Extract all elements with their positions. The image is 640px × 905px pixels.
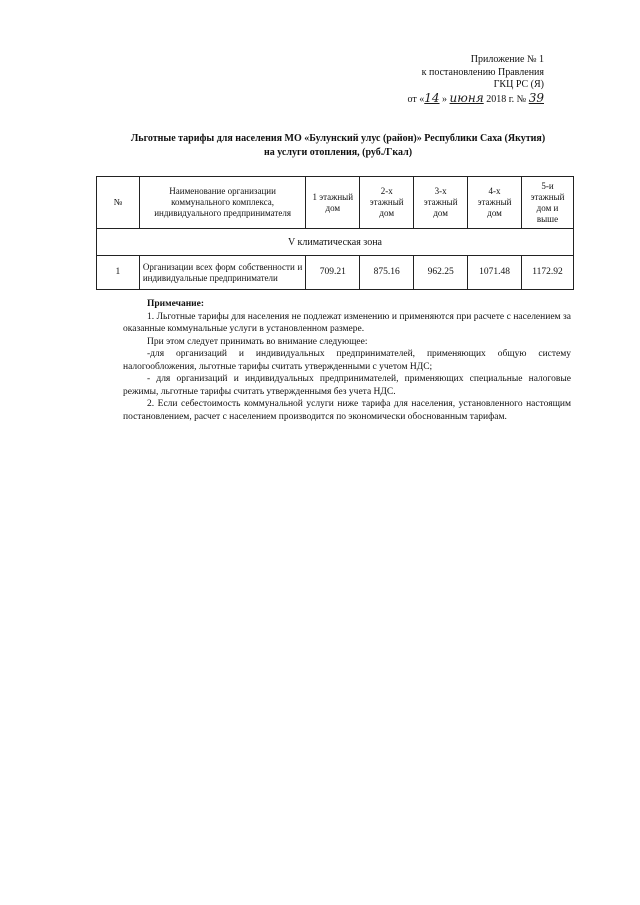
date-prefix: от « [407,93,425,105]
header-2-floor: 2-х этажный дом [360,177,414,229]
header-5-floor: 5-и этажный дом и выше [522,177,574,229]
cell-3-floor: 962.25 [414,256,468,290]
title-line-2: на услуги отопления, (руб./Гкал) [263,147,413,158]
header-3-floor: 3-х этажный дом [414,177,468,229]
note-paragraph-4: - для организаций и индивидуальных предпринимателей, применяющих специальные налоговые режимы, льготные тарифы считать утвержденнымя без учета НДС. [123,374,571,397]
table-row [97,256,574,290]
handwritten-day: 14 [424,90,440,105]
appendix-line-2: к постановлению Правления [421,66,544,78]
header-org: Наименование организации коммунального комплекса, индивидуального предпринимателя [139,177,305,229]
document-title [96,132,580,160]
appendix-line-1: Приложение № 1 [470,54,544,65]
note-paragraph-3: -для организаций и индивидуальных предпринимателей, применяющих общую систему налогообложения, льготные тарифы считать утвержденными с учетом НДС; [123,349,571,372]
zone-label: V климатическая зона [97,229,574,256]
date-sep: » [442,93,448,105]
table-header-row [97,177,574,229]
cell-4-floor: 1071.48 [468,256,522,290]
notes-heading: Примечание: [147,299,205,309]
appendix-line-3: ГКЦ РС (Я) [493,79,544,90]
cell-num: 1 [97,256,140,290]
year-part: 2018 г. № [486,93,527,105]
handwritten-month: июня [449,90,484,105]
note-paragraph-1: 1. Льготные тарифы для населения не подлежат изменению и применяются при расчете с населением за оказанные коммунальные услуги в установленном размере. [123,311,571,334]
header-1-floor: 1 этажный дом [306,177,360,229]
appendix-date-line [344,92,544,107]
header-num: № [97,177,140,229]
note-paragraph-2: При этом следует принимать во внимание следующее: [147,336,368,347]
cell-org: Организации всех форм собственности и индивидуальные предприниматели [139,256,305,290]
title-line-1: Льготные тарифы для населения МО «Булунский улус (район)» Республики Саха (Якутия) [130,133,546,144]
zone-row [97,229,574,256]
handwritten-number: 39 [528,90,544,105]
notes-block [123,298,571,423]
cell-1-floor: 709.21 [306,256,360,290]
note-paragraph-5: 2. Если себестоимость коммунальной услуги ниже тарифа для населения, установленного настоящим постановлением, расчет с населением производится по экономически обоснованным тарифам. [123,399,571,422]
header-4-floor: 4-х этажный дом [468,177,522,229]
appendix-block [344,54,544,106]
cell-2-floor: 875.16 [360,256,414,290]
cell-5-floor: 1172.92 [522,256,574,290]
tariff-table [96,176,574,290]
